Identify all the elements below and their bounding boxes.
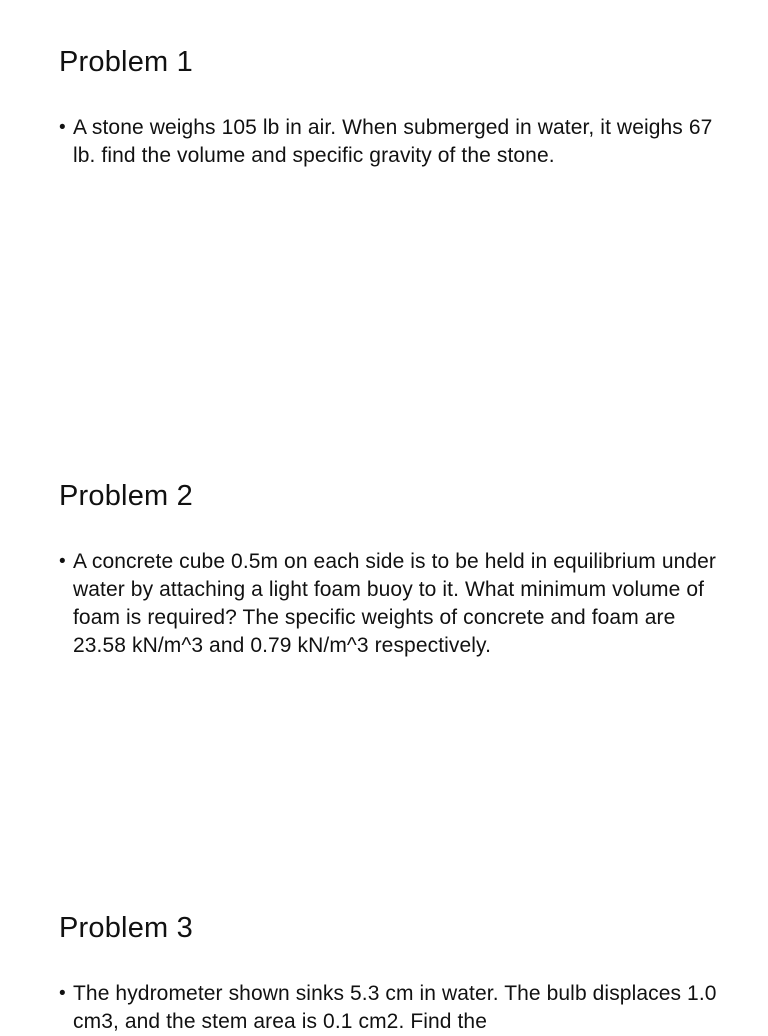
problem-text: A stone weighs 105 lb in air. When submerged in water, it weighs 67 lb. find the volume and specific gravity of the stone. (73, 116, 713, 167)
problem-3-section (59, 911, 728, 1036)
problem-text: A concrete cube 0.5m on each side is to be held in equilibrium under water by attaching a light foam buoy to it. What minimum volume of foam is required? The specific weights of concrete and foam are 23.58 kN/m^3 and 0.79 kN/m^3 respectively. (73, 550, 717, 657)
bullet-icon: • (59, 983, 66, 1004)
problem-1-section (59, 45, 728, 170)
problem-statement (59, 114, 728, 170)
problem-text: The hydrometer shown sinks 5.3 cm in water. The bulb displaces 1.0 cm3, and the stem area is 0.1 cm2. Find the (73, 982, 717, 1033)
problem-title: Problem 2 (59, 480, 193, 512)
bullet-icon: • (59, 117, 66, 138)
problem-statement (59, 980, 728, 1036)
problem-statement (59, 548, 728, 660)
problem-title: Problem 3 (59, 912, 193, 944)
problem-title: Problem 1 (59, 46, 193, 78)
bullet-icon: • (59, 551, 66, 572)
problem-2-section (59, 479, 728, 660)
